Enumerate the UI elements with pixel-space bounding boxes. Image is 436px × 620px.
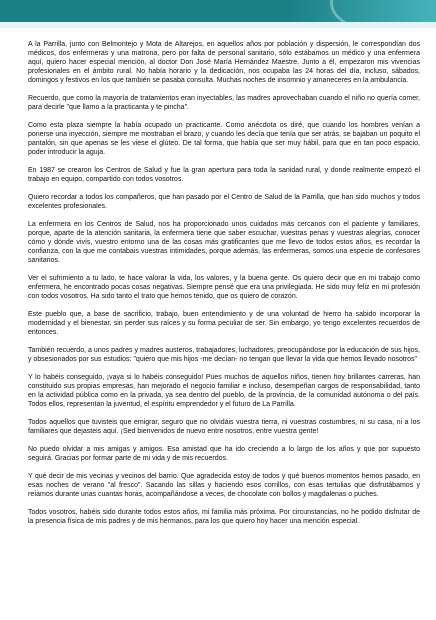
header-divider (0, 22, 436, 28)
paragraph: No puedo olvidar a mis amigas y amigos. Esa amistad que ha ido creciendo a lo largo de los años y que por supuesto seguirá. Gracias por formar parte de mi vida y de mis recuerdos. (28, 446, 420, 462)
document-body (28, 40, 420, 535)
paragraph: En 1987 se crearon los Centros de Salud y fue la gran apertura para toda la sanidad rural, y donde realmente empezó el trabajo en equipo, compartido con todos vosotros. (28, 167, 420, 183)
paragraph: Ver el sufrimiento a tu lado, te hace valorar la vida, los valores, y la buena gente. Os quiero decir que en mi trabajo como enfermera, he encontrado pocas cosas negativas. Siempre pensé que era una privilegiada. He sido muy feliz en mi profesión con todos vosotros. Ha sido tanto el trato que hemos tenido, que os quiero de corazón. (28, 275, 420, 300)
paragraph: Y qué decir de mis vecinas y vecinos del barrio. Que agradecida estoy de todos y qué buenos momentos hemos pasado, en esas noches de verano "al fresco". Sacando las sillas y haciendo esos corrillos, con esas tertulias que disfrutábamos y reíamos durante unas cuantas horas, acompañándose a veces, de chocolate con bollos y magdalenas o puches. (28, 473, 420, 498)
paragraph: Todos vosotros, habéis sido durante todos estos años, mi familia más próxima. Por circunstancias, no he podido disfrutar de la presencia física de mis padres y de mis hermanos, para los que quiero hoy hacer una mención especial. (28, 509, 420, 525)
paragraph: Como esta plaza siempre la había ocupado un practicante. Como anécdota os diré, que cuando los hombres venían a ponerse una inyección, siempre me mostraban el brazo, y cuando les decía que tenía que ser atrás, se bajaban un poquito el pantalón, sin que apenas se les viese el glúteo. De tal forma, que había que ser muy hábil, para que en tan poco espacio, poder introducir la aguja. (28, 122, 420, 156)
paragraph: Todos aquellos que tuvisteis que emigrar, seguro que no olvidáis vuestra tierra, ni vuestras costumbres, ni su casa, ni a los familiares que dejasteis aquí. ¡Sed bienvenidos de nuevo entre nosotros, entre vuestra gente! (28, 419, 420, 435)
paragraph: Este pueblo que, a base de sacrificio, trabajo, buen entendimiento y de una voluntad de hierro ha sabido incorporar la modernidad y el bienestar, sin perder sus raíces y su forma peculiar de ser. Sin embargo, yo tengo excelentes recuerdos de entonces. (28, 311, 420, 336)
paragraph: También recuerdo, a unos padres y madres austeros, trabajadores, luchadores, preocupándose por la educación de sus hijos, y obsesionados por sus estudios: "quiero que mis hijos -me decían- no tengan que llevar la vida que hemos llevado nosotros" (28, 347, 420, 363)
paragraph: La enfermera en los Centros de Salud, nos ha proporcionado unos cuidados más cercanos con el paciente y familiares, porque, aparte de la atención sanitaria, la enfermera tiene que saber escuchar, vuestras penas y vuestras alegrías, conocer cómo y dónde vivís, vuestro entorno una de las cosas más gratificantes que me llevo de todos estos años, es recordar la confianza, con la que me contabais vuestras intimidades, porque además, las enfermeras, somos una especie de confesores sanitarios. (28, 221, 420, 264)
paragraph: Quiero recordar a todos los compañeros, que han pasado por el Centro de Salud de la Parrilla, que han sido muchos y todos excelentes profesionales. (28, 194, 420, 210)
paragraph: Recuerdo, que como la mayoría de tratamientos eran inyectables, las madres aprovechaban cuando el niño no quería comer, para decirle "que llamo a la practicanta y te pincha". (28, 95, 420, 111)
paragraph: Y lo habéis conseguido, ¡vaya si lo habéis conseguido! Pues muchos de aquellos niños, tienen hoy brillantes carreras, han constituido sus propias empresas, han mejorado el negocio familiar e incluso, desempeñan cargos de responsabilidad, tanto en la actividad pública como en la privada, ya sea dentro del pueblo, de la provincia, de la comunidad autónoma o del país. Todos ellos, representan la juventud, el espíritu emprendedor y el futuro de La Parrilla. (28, 374, 420, 408)
header-banner (0, 0, 436, 22)
header-decoration (330, 0, 436, 36)
paragraph: A la Parrilla, junto con Belmontejo y Mota de Altarejos, en aquellos años por población y dispersión, le correspondían dos médicos, dos enfermeras y una matrona, pero por falta de personal sanitario, sólo estábamos un médico y una enfermera aquí, quiero hacer especial mención, al doctor Don José María Hernández Maestre. Junto a él, empezaron mis vivencias profesionales en el ámbito rural. No había horario y la dedicación, nos ocupaba las 24 horas del día, incluso, sábados, domingos y festivos en los que también se pasaba consulta. Muchas noches de insomnio y amaneceres en la ambulancia. (28, 41, 420, 84)
